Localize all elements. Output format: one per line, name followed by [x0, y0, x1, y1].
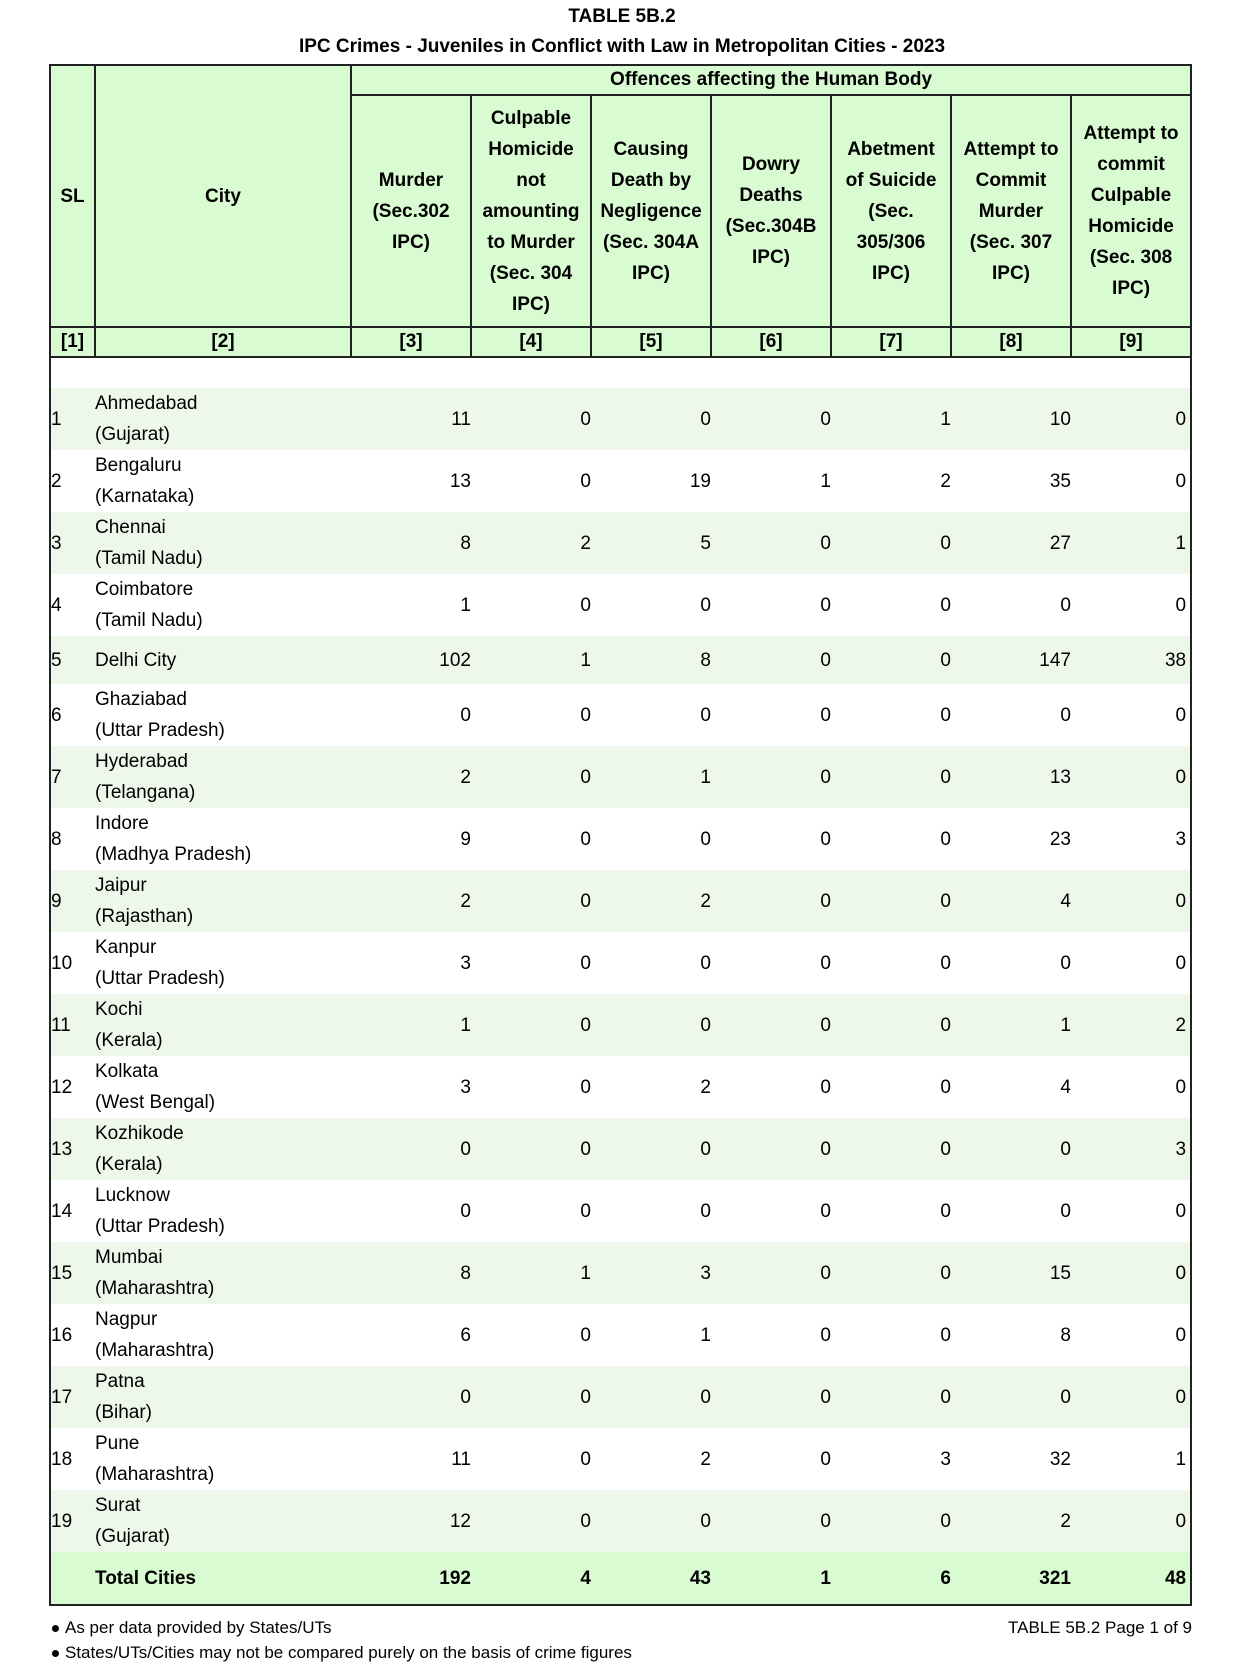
total-value: 1 — [711, 1552, 831, 1605]
row-value: 0 — [1071, 574, 1191, 636]
row-value: 8 — [351, 1242, 471, 1304]
row-value: 0 — [591, 994, 711, 1056]
row-value: 0 — [711, 870, 831, 932]
total-value: 192 — [351, 1552, 471, 1605]
row-value: 0 — [831, 870, 951, 932]
row-value: 0 — [580, 1200, 591, 1222]
row-value: 4 — [1060, 1076, 1071, 1098]
state-name: (West Bengal) — [95, 1092, 216, 1113]
row-value: 5 — [591, 512, 711, 574]
table-row — [50, 1304, 1191, 1366]
row-value: 2 — [940, 470, 951, 492]
row-value: 0 — [471, 388, 591, 450]
row-city — [95, 1490, 351, 1552]
header-line: (Sec. — [868, 200, 914, 222]
row-value: 12 — [351, 1490, 471, 1552]
row-city — [95, 1428, 351, 1490]
bullet-icon — [52, 1650, 59, 1657]
row-value: 0 — [940, 594, 951, 616]
row-sl: 4 — [50, 574, 95, 636]
row-value: 0 — [820, 952, 831, 974]
city-name: Surat — [95, 1495, 141, 1516]
row-value: 2 — [700, 1076, 711, 1098]
row-value: 0 — [711, 1490, 831, 1552]
row-city — [95, 994, 351, 1056]
row-value: 1 — [1071, 1428, 1191, 1490]
row-value: 0 — [471, 1366, 591, 1428]
row-city — [95, 1242, 351, 1304]
row-value: 0 — [940, 704, 951, 726]
total-row — [50, 1552, 1191, 1605]
row-value: 0 — [1060, 952, 1071, 974]
row-value: 0 — [700, 704, 711, 726]
header-line: Culpable — [1090, 185, 1172, 206]
column-index: [1] — [50, 327, 95, 357]
row-value: 0 — [831, 1242, 951, 1304]
row-value: 1 — [1071, 512, 1191, 574]
header-sl: SL — [50, 65, 95, 327]
header-line: Murder — [978, 200, 1044, 222]
row-city — [95, 512, 351, 574]
row-value: 0 — [580, 828, 591, 850]
header-c6 — [711, 95, 831, 327]
row-sl: 16 — [50, 1304, 95, 1366]
row-value: 0 — [831, 746, 951, 808]
row-value: 0 — [580, 704, 591, 726]
row-value: 0 — [951, 1118, 1071, 1180]
header-line: (Sec.302 — [372, 200, 450, 222]
table-row — [50, 1118, 1191, 1180]
row-value: 0 — [591, 388, 711, 450]
row-value: 0 — [940, 1324, 951, 1346]
row-value: 2 — [1071, 994, 1191, 1056]
row-value: 0 — [831, 1490, 951, 1552]
city-name: Kolkata — [95, 1061, 159, 1082]
header-line: Causing — [613, 138, 689, 160]
row-value: 0 — [820, 594, 831, 616]
row-value: 0 — [940, 828, 951, 850]
row-value: 23 — [1049, 828, 1071, 850]
row-value: 8 — [1060, 1324, 1071, 1346]
city-name: Ahmedabad — [95, 393, 198, 414]
row-sl: 3 — [50, 512, 95, 574]
row-value: 0 — [1060, 594, 1071, 616]
header-line: Deaths — [739, 185, 803, 206]
state-name: (Bihar) — [95, 1402, 153, 1423]
row-value: 0 — [1071, 1304, 1191, 1366]
header-c8 — [951, 95, 1071, 327]
state-name: (Gujarat) — [95, 1526, 170, 1547]
row-city — [95, 1304, 351, 1366]
header-city: City — [95, 65, 351, 327]
header-line: IPC) — [632, 262, 670, 284]
table-row — [50, 684, 1191, 746]
row-value: 0 — [1071, 870, 1191, 932]
row-value: 0 — [711, 746, 831, 808]
header-line: Death by — [610, 169, 692, 191]
header-line: IPC) — [1112, 278, 1151, 299]
row-sl: 6 — [50, 684, 95, 746]
row-value: 27 — [951, 512, 1071, 574]
city-name: Kochi — [95, 999, 143, 1020]
footnote-1: As per data provided by States/UTs — [52, 1618, 331, 1638]
row-value: 13 — [449, 470, 471, 492]
table-row — [50, 932, 1191, 994]
row-sl: 8 — [50, 808, 95, 870]
crime-table — [49, 64, 1192, 1606]
total-value: 321 — [951, 1552, 1071, 1605]
header-line: Negligence — [600, 200, 702, 222]
header-line: Dowry — [741, 154, 801, 175]
row-value: 3 — [591, 1242, 711, 1304]
row-value: 0 — [940, 1076, 951, 1098]
header-line: IPC) — [992, 262, 1030, 284]
city-name: Patna — [95, 1371, 145, 1392]
row-value: 0 — [471, 1490, 591, 1552]
total-sl — [50, 1552, 95, 1605]
row-sl: 18 — [50, 1428, 95, 1490]
row-sl: 10 — [50, 932, 95, 994]
header-line: Homicide — [1088, 216, 1174, 237]
row-sl: 17 — [50, 1366, 95, 1428]
row-value: 8 — [591, 636, 711, 684]
row-value: 0 — [700, 1200, 711, 1222]
state-name: (Kerala) — [95, 1154, 163, 1175]
row-value: 0 — [711, 1242, 831, 1304]
row-value: 1 — [591, 746, 711, 808]
row-value: 4 — [951, 870, 1071, 932]
row-city — [95, 450, 351, 512]
row-value: 1 — [460, 594, 471, 616]
row-value: 0 — [580, 1076, 591, 1098]
column-index: [7] — [831, 327, 951, 357]
row-value: 2 — [700, 1448, 711, 1470]
row-value: 0 — [711, 1366, 831, 1428]
column-index: [4] — [471, 327, 591, 357]
row-value: 32 — [1049, 1448, 1071, 1470]
header-c3 — [351, 95, 471, 327]
city-name: Indore — [95, 813, 149, 834]
city-name: Mumbai — [95, 1247, 163, 1268]
state-name: (Rajasthan) — [95, 906, 194, 927]
state-name: (Tamil Nadu) — [95, 548, 203, 569]
city-name: Jaipur — [95, 875, 147, 896]
city-name: Lucknow — [95, 1185, 170, 1206]
table-row — [50, 636, 1191, 684]
row-value: 0 — [1071, 450, 1191, 512]
state-name: (Uttar Pradesh) — [95, 968, 225, 989]
column-index: [3] — [351, 327, 471, 357]
row-value: 1 — [471, 636, 591, 684]
header-line: Abetment — [847, 138, 935, 160]
table-title: IPC Crimes - Juveniles in Conflict with Law in Metropolitan Cities - 2023 — [298, 36, 946, 57]
row-value: 0 — [1071, 1056, 1191, 1118]
row-value: 0 — [700, 952, 711, 974]
table-row — [50, 1366, 1191, 1428]
row-sl: 7 — [50, 746, 95, 808]
table-row — [50, 388, 1191, 450]
row-sl: 14 — [50, 1180, 95, 1242]
row-value: 0 — [700, 594, 711, 616]
header-c9 — [1071, 95, 1191, 327]
row-value: 0 — [351, 1366, 471, 1428]
column-index: [5] — [591, 327, 711, 357]
row-value: 0 — [1071, 684, 1191, 746]
row-value: 0 — [1071, 932, 1191, 994]
row-value: 0 — [1060, 1200, 1071, 1222]
column-index: [2] — [95, 327, 351, 357]
row-value: 1 — [351, 994, 471, 1056]
city-name: Delhi City — [95, 649, 177, 671]
column-index: [9] — [1071, 327, 1191, 357]
row-value: 0 — [580, 1448, 591, 1470]
total-value: 43 — [591, 1552, 711, 1605]
row-value: 0 — [1071, 1366, 1191, 1428]
total-label: Total Cities — [95, 1552, 351, 1605]
header-line: (Sec. 304 — [489, 262, 573, 284]
row-value: 1 — [951, 994, 1071, 1056]
row-sl: 9 — [50, 870, 95, 932]
city-name: Kanpur — [95, 937, 157, 958]
row-value: 0 — [1071, 388, 1191, 450]
row-sl: 11 — [50, 994, 95, 1056]
row-sl: 2 — [50, 450, 95, 512]
row-value: 0 — [820, 704, 831, 726]
header-line: (Sec. 308 — [1089, 247, 1173, 268]
row-sl: 5 — [50, 636, 95, 684]
row-city — [95, 870, 351, 932]
row-city — [95, 1180, 351, 1242]
header-line: IPC) — [512, 293, 550, 315]
row-sl: 13 — [50, 1118, 95, 1180]
header-group: Offences affecting the Human Body — [351, 65, 1191, 95]
table-row — [50, 574, 1191, 636]
row-city — [95, 932, 351, 994]
row-value: 0 — [831, 1366, 951, 1428]
header-line: 305/306 — [856, 231, 926, 253]
header-c5 — [591, 95, 711, 327]
row-value: 2 — [951, 1490, 1071, 1552]
row-value: 0 — [831, 512, 951, 574]
row-value: 38 — [1071, 636, 1191, 684]
row-value: 2 — [351, 870, 471, 932]
row-value: 35 — [1049, 470, 1071, 492]
table-row — [50, 512, 1191, 574]
row-value: 0 — [831, 994, 951, 1056]
row-value: 11 — [451, 1448, 471, 1470]
table-number: TABLE 5B.2 — [568, 6, 676, 27]
row-value: 0 — [580, 1324, 591, 1346]
city-name: Pune — [95, 1433, 140, 1454]
bullet-icon — [52, 1625, 59, 1632]
table-row — [50, 746, 1191, 808]
row-city — [95, 388, 351, 450]
row-value: 0 — [831, 636, 951, 684]
table-row — [50, 1490, 1191, 1552]
row-value: 0 — [471, 746, 591, 808]
row-sl: 19 — [50, 1490, 95, 1552]
header-line: to Murder — [487, 231, 575, 253]
total-value: 6 — [831, 1552, 951, 1605]
state-name: (Kerala) — [95, 1030, 163, 1051]
row-value: 0 — [711, 636, 831, 684]
row-value: 0 — [471, 1118, 591, 1180]
row-value: 0 — [351, 1118, 471, 1180]
table-row — [50, 1056, 1191, 1118]
table-row — [50, 1180, 1191, 1242]
row-city — [95, 1118, 351, 1180]
header-line: (Sec. 304A — [602, 231, 700, 253]
row-value: 0 — [831, 1118, 951, 1180]
row-value: 10 — [951, 388, 1071, 450]
row-value: 3 — [460, 1076, 471, 1098]
state-name: (Maharashtra) — [95, 1464, 215, 1485]
header-line: Attempt to — [963, 138, 1059, 160]
city-name: Coimbatore — [95, 579, 194, 600]
row-value: 0 — [711, 994, 831, 1056]
column-index: [8] — [951, 327, 1071, 357]
table-row — [50, 870, 1191, 932]
table-row — [50, 450, 1191, 512]
row-city — [95, 636, 351, 684]
row-value: 0 — [1060, 704, 1071, 726]
row-value: 0 — [591, 1366, 711, 1428]
row-value: 0 — [1071, 1490, 1191, 1552]
header-line: commit — [1097, 154, 1165, 175]
row-city — [95, 684, 351, 746]
header-line: not — [516, 169, 546, 191]
header-c4 — [471, 95, 591, 327]
row-sl: 1 — [50, 388, 95, 450]
row-value: 19 — [689, 470, 711, 492]
row-value: 0 — [460, 704, 471, 726]
header-line: Murder — [378, 169, 444, 191]
row-value: 8 — [351, 512, 471, 574]
row-value: 2 — [591, 870, 711, 932]
state-name: (Telangana) — [95, 782, 196, 803]
table-row — [50, 1242, 1191, 1304]
row-value: 0 — [591, 1490, 711, 1552]
row-value: 0 — [1071, 1242, 1191, 1304]
row-value: 3 — [460, 952, 471, 974]
row-value: 1 — [820, 470, 831, 492]
row-value: 0 — [580, 470, 591, 492]
state-name: (Uttar Pradesh) — [95, 1216, 225, 1237]
header-c7 — [831, 95, 951, 327]
table-row — [50, 808, 1191, 870]
row-value: 1 — [471, 1242, 591, 1304]
row-value: 0 — [940, 1200, 951, 1222]
row-city — [95, 1056, 351, 1118]
row-value: 2 — [471, 512, 591, 574]
footnote-2: States/UTs/Cities may not be compared purely on the basis of crime figures — [52, 1643, 632, 1663]
row-value: 0 — [580, 594, 591, 616]
row-city — [95, 746, 351, 808]
row-value: 0 — [460, 1200, 471, 1222]
row-city — [95, 1366, 351, 1428]
state-name: (Maharashtra) — [95, 1278, 215, 1299]
column-index: [6] — [711, 327, 831, 357]
row-value: 0 — [820, 828, 831, 850]
total-value: 4 — [471, 1552, 591, 1605]
city-name: Kozhikode — [95, 1123, 184, 1144]
row-value: 13 — [951, 746, 1071, 808]
row-value: 15 — [951, 1242, 1071, 1304]
page-label: TABLE 5B.2 Page 1 of 9 — [1008, 1618, 1192, 1637]
row-value: 0 — [471, 994, 591, 1056]
row-value: 3 — [1071, 1118, 1191, 1180]
state-name: (Karnataka) — [95, 486, 195, 507]
header-line: of Suicide — [845, 169, 937, 191]
row-value: 0 — [951, 1366, 1071, 1428]
row-value: 3 — [940, 1448, 951, 1470]
row-value: 147 — [951, 636, 1071, 684]
row-value: 0 — [471, 870, 591, 932]
row-value: 102 — [351, 636, 471, 684]
city-name: Bengaluru — [95, 455, 182, 476]
header-line: (Sec. 307 — [969, 231, 1053, 253]
header-line: IPC) — [872, 262, 910, 284]
row-sl: 15 — [50, 1242, 95, 1304]
city-name: Hyderabad — [95, 751, 188, 772]
row-city — [95, 808, 351, 870]
row-value: 0 — [711, 1118, 831, 1180]
state-name: (Madhya Pradesh) — [95, 844, 252, 865]
row-value: 0 — [820, 1076, 831, 1098]
table-row — [50, 1428, 1191, 1490]
header-line: IPC) — [392, 231, 430, 253]
row-value: 0 — [1071, 1180, 1191, 1242]
row-value: 0 — [820, 1324, 831, 1346]
city-name: Nagpur — [95, 1309, 158, 1330]
row-value: 0 — [711, 388, 831, 450]
row-value: 11 — [351, 388, 471, 450]
row-value: 0 — [591, 1118, 711, 1180]
header-line: Homicide — [488, 138, 574, 160]
header-line: Commit — [975, 169, 1047, 191]
total-value: 48 — [1071, 1552, 1191, 1605]
city-name: Ghaziabad — [95, 689, 187, 710]
row-value: 1 — [831, 388, 951, 450]
header-line: Attempt to — [1083, 123, 1179, 144]
row-value: 6 — [460, 1324, 471, 1346]
state-name: (Gujarat) — [95, 424, 170, 445]
header-line: Culpable — [490, 107, 572, 129]
header-line: amounting — [482, 200, 580, 222]
city-name: Chennai — [95, 517, 166, 538]
row-value: 0 — [700, 828, 711, 850]
row-value: 0 — [820, 1200, 831, 1222]
header-line: (Sec.304B — [725, 216, 817, 237]
row-city — [95, 574, 351, 636]
row-value: 3 — [1071, 808, 1191, 870]
row-value: 2 — [351, 746, 471, 808]
row-value: 0 — [1071, 746, 1191, 808]
table-row — [50, 994, 1191, 1056]
state-name: (Maharashtra) — [95, 1340, 215, 1361]
row-value: 9 — [460, 828, 471, 850]
header-line: IPC) — [752, 247, 790, 268]
row-value: 0 — [940, 952, 951, 974]
row-value: 0 — [580, 952, 591, 974]
row-value: 0 — [711, 512, 831, 574]
row-value: 0 — [820, 1448, 831, 1470]
row-value: 1 — [700, 1324, 711, 1346]
row-sl: 12 — [50, 1056, 95, 1118]
state-name: (Tamil Nadu) — [95, 610, 203, 631]
state-name: (Uttar Pradesh) — [95, 720, 225, 741]
